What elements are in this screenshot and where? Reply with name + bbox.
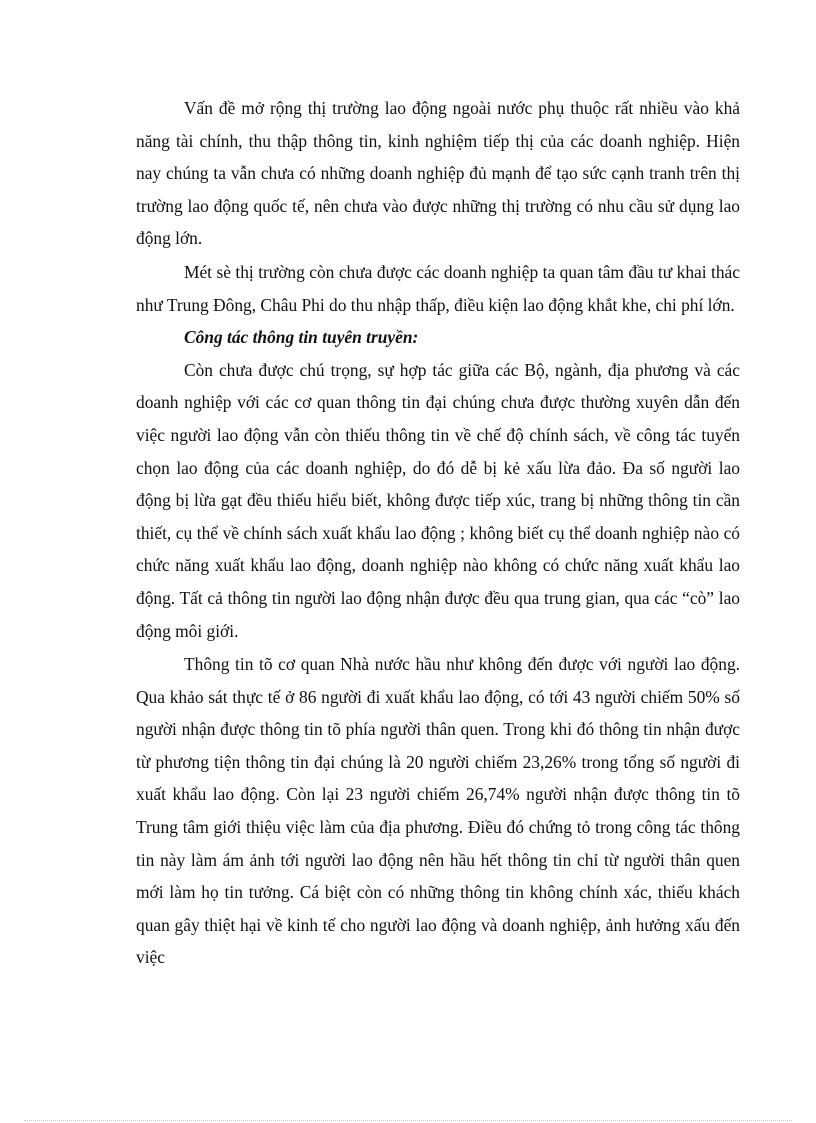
document-body: [136, 92, 740, 974]
page-bottom-divider: [24, 1120, 792, 1121]
section-heading-information: Công tác thông tin tuyên truyền:: [184, 327, 419, 348]
paragraph-information-gaps: Còn chưa được chú trọng, sự hợp tác giữa các Bộ, ngành, địa phương và các doanh nghiệp với các cơ quan thông tin đại chúng chưa được thường xuyên dẫn đến việc người lao động vẫn còn thiếu thông tin về chế độ chính sách, về công tác tuyển chọn lao động của các doanh nghiệp, do đó dễ bị kẻ xấu lừa đảo. Đa số người lao động bị lừa gạt đều thiếu hiểu biết, không được tiếp xúc, trang bị những thông tin cần thiết, cụ thể về chính sách xuất khẩu lao động ; không biết cụ thể doanh nghiệp nào có chức năng xuất khẩu lao động, doanh nghiệp nào không có chức năng xuất khẩu lao động. Tất cả thông tin người lao động nhận được đều qua trung gian, qua các “cò” lao động môi giới.: [136, 359, 740, 641]
paragraph-survey-results: Thông tin tõ cơ quan Nhà nước hầu như không đến được với người lao động. Qua khảo sát thực tế ở 86 người đi xuất khẩu lao động, có tới 43 người chiếm 50% số người nhận được thông tin tõ phía người thân quen. Trong khi đó thông tin nhận được từ phương tiện thông tin đại chúng là 20 người chiếm 23,26% trong tổng số người đi xuất khẩu lao động. Còn lại 23 người chiếm 26,74% người nhận được thông tin tõ Trung tâm giới thiệu việc làm của địa phương. Điều đó chứng tỏ trong công tác thông tin này làm ám ảnh tới người lao động nên hầu hết thông tin chỉ từ người thân quen mới làm họ tin tưởng. Cá biệt còn có những thông tin không chính xác, thiếu khách quan gây thiệt hại về kinh tế cho người lao động và doanh nghiệp, ảnh hưởng xấu đến việc: [136, 654, 740, 968]
paragraph-market-expansion: Vấn đề mở rộng thị trường lao động ngoài nước phụ thuộc rất nhiều vào khả năng tài chính, thu thập thông tin, kinh nghiệm tiếp thị của các doanh nghiệp. Hiện nay chúng ta vẫn chưa có những doanh nghiệp đủ mạnh để tạo sức cạnh tranh trên thị trường lao động quốc tế, nên chưa vào được những thị trường có nhu cầu sử dụng lao động lớn.: [136, 98, 740, 249]
paragraph-untapped-markets: Mét sè thị trường còn chưa được các doanh nghiệp ta quan tâm đầu tư khai thác như Trung Đông, Châu Phi do thu nhập thấp, điều kiện lao động khắt khe, chi phí lớn.: [136, 261, 740, 315]
